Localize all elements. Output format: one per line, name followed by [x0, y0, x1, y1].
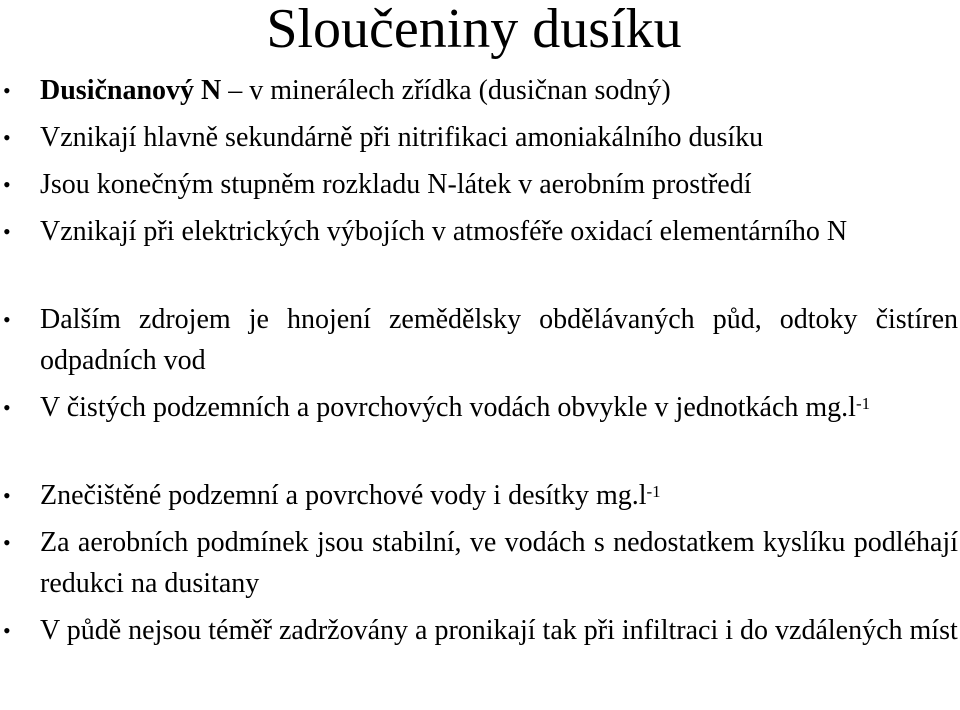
- bullet-item: [0, 387, 960, 469]
- bullet-item: [0, 117, 960, 158]
- bullet-dot-icon: •: [3, 219, 11, 244]
- bullet-item: [0, 299, 960, 381]
- bullet-dot-icon: •: [3, 618, 11, 643]
- bullet-dot-icon: •: [3, 530, 11, 555]
- bullet-text: – v minerálech zřídka (dusičnan sodný): [221, 75, 671, 106]
- bullet-text: V půdě nejsou téměř zadržovány a pronikají tak při infiltraci i do vzdálených míst: [40, 615, 958, 646]
- bullet-dot-icon: •: [3, 483, 11, 508]
- bullet-item: [0, 211, 960, 293]
- slide-title: [0, 0, 960, 60]
- bullet-text: Jsou konečným stupněm rozkladu N-látek v aerobním prostředí: [40, 169, 752, 200]
- bullet-item: [0, 610, 960, 692]
- bullet-list: [0, 70, 960, 698]
- bullet-text: Znečištěné podzemní a povrchové vody i desítky mg.l: [40, 480, 647, 511]
- bullet-dot-icon: •: [3, 125, 11, 150]
- bullet-item: [0, 70, 960, 111]
- bullet-text: V čistých podzemních a povrchových vodách obvykle v jednotkách mg.l: [40, 392, 856, 423]
- bullet-dot-icon: •: [3, 307, 11, 332]
- bullet-superscript: -1: [646, 482, 661, 501]
- bullet-superscript: -1: [855, 394, 871, 413]
- slide-title-text: Sloučeniny dusíku: [266, 0, 682, 60]
- bullet-dot-icon: •: [3, 78, 11, 103]
- bullet-bold-text: Dusičnanový N: [40, 75, 222, 106]
- bullet-text: Za aerobních podmínek jsou stabilní, ve vodách s nedostatkem kyslíku podléhají redukci na dusitany: [40, 527, 958, 599]
- bullet-text: Vznikají při elektrických výbojích v atmosféře oxidací elementárního N: [40, 216, 848, 247]
- bullet-text: Vznikají hlavně sekundárně při nitrifikaci amoniakálního dusíku: [40, 122, 764, 153]
- bullet-item: [0, 475, 960, 516]
- bullet-item: [0, 522, 960, 604]
- bullet-dot-icon: •: [3, 395, 11, 420]
- bullet-dot-icon: •: [3, 172, 11, 197]
- bullet-text: Dalším zdrojem je hnojení zemědělsky obdělávaných půd, odtoky čistíren odpadních vod: [40, 304, 958, 376]
- bullet-item: [0, 164, 960, 205]
